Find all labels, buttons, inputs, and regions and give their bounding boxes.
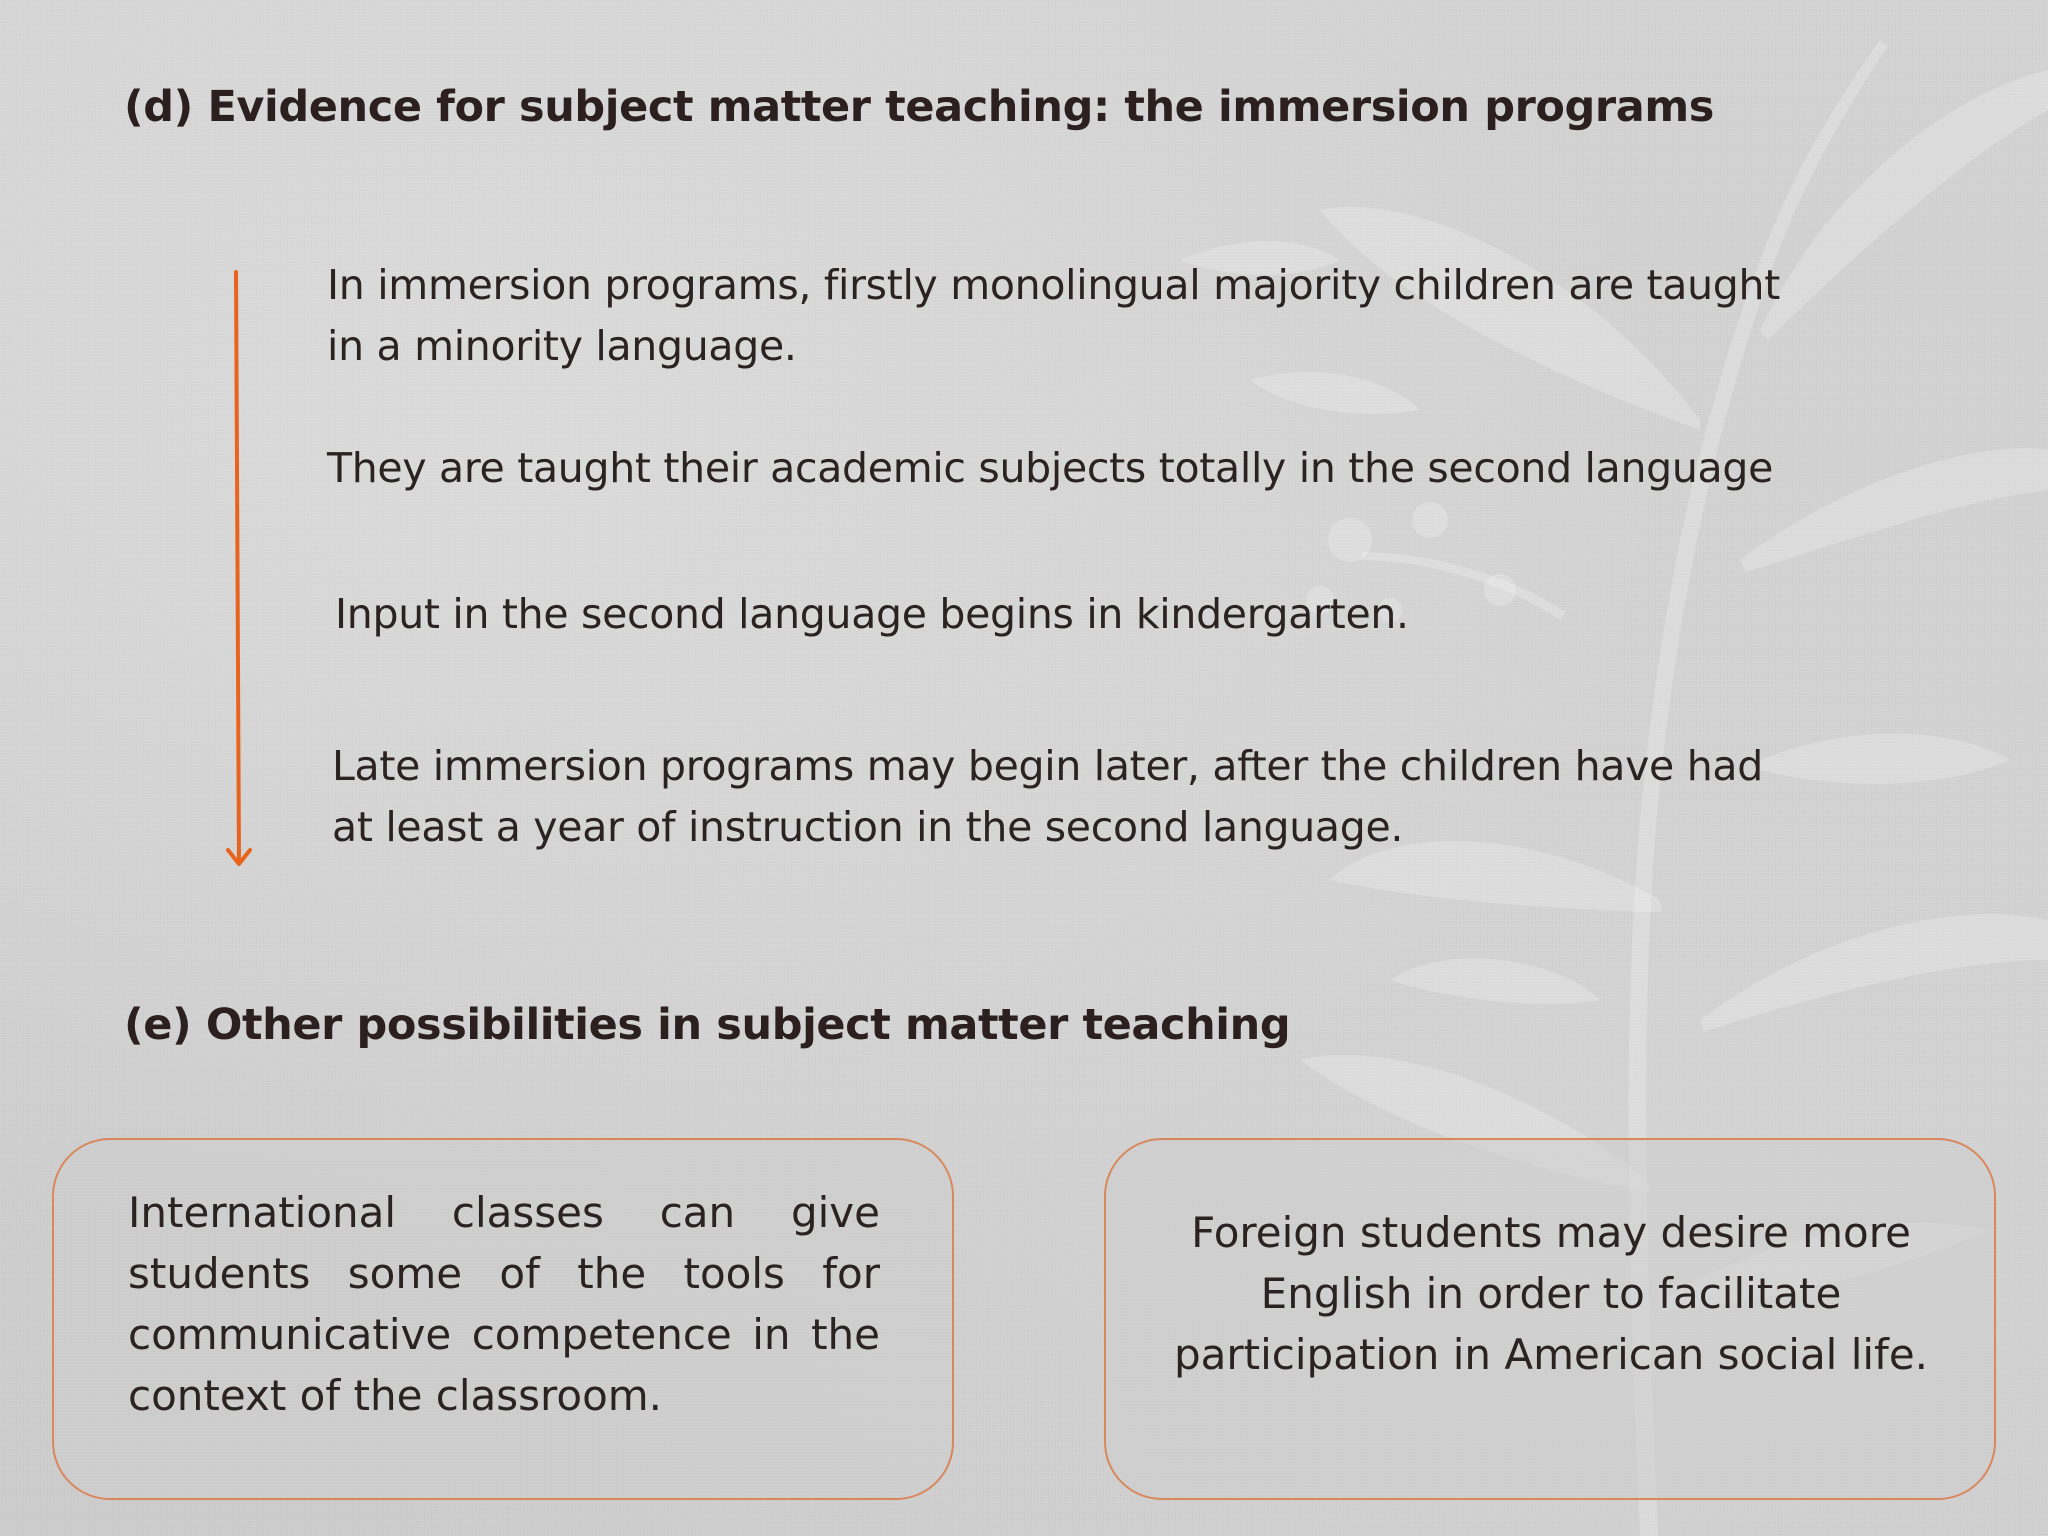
immersion-point-1: In immersion programs, firstly monolingual majority children are taught in a minority language.: [327, 261, 1780, 370]
down-arrow-icon: [222, 270, 254, 872]
international-classes-text: International classes can give students some of the tools for communicative competence in the context of the classroom.: [128, 1188, 880, 1420]
immersion-point-2: They are taught their academic subjects totally in the second language: [327, 444, 1774, 492]
section-d-heading: (d) Evidence for subject matter teaching: the immersion programs: [124, 82, 1714, 132]
section-e-heading: (e) Other possibilities in subject matter teaching: [124, 1000, 1291, 1050]
foreign-students-box: [1104, 1138, 1996, 1500]
immersion-point-3: Input in the second language begins in kindergarten.: [335, 590, 1409, 638]
foreign-students-text: Foreign students may desire more English in order to facilitate participation in American social life.: [1173, 1208, 1929, 1379]
international-classes-box: [52, 1138, 954, 1500]
immersion-point-4: Late immersion programs may begin later, after the children have had at least a year of instruction in the second language.: [332, 742, 1763, 851]
